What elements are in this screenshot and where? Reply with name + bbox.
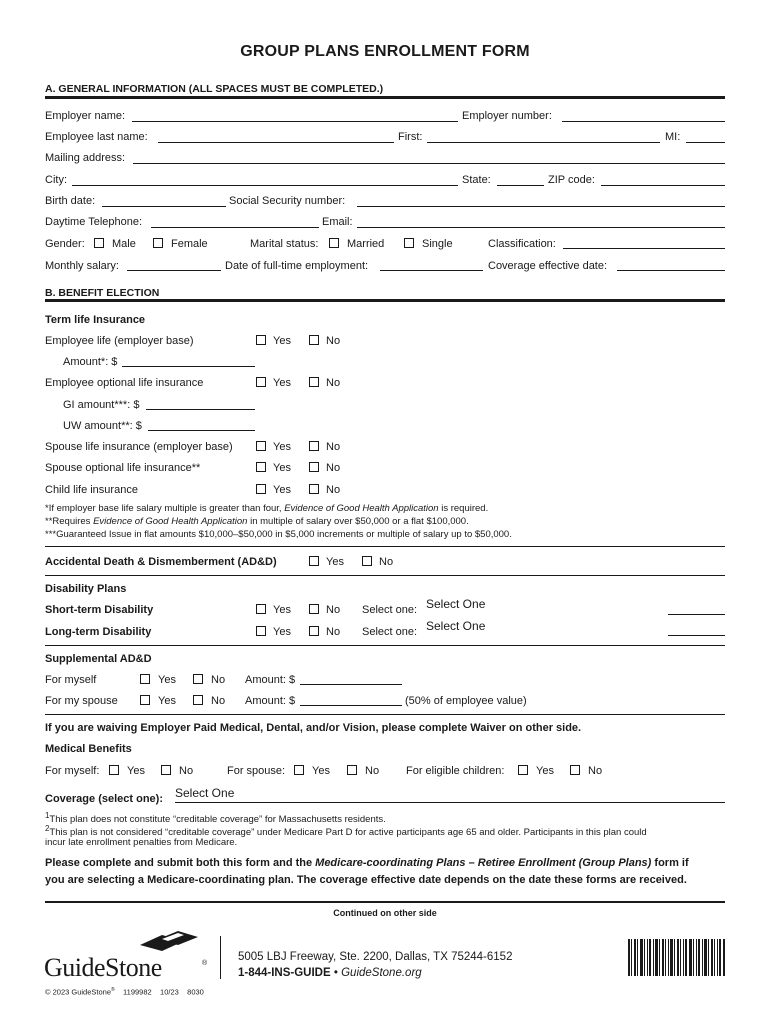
no-label: No (326, 335, 341, 347)
yes-label: Yes (127, 765, 145, 777)
classification-field[interactable] (563, 248, 725, 249)
yes-label: Yes (158, 695, 176, 707)
zip-field[interactable] (601, 185, 725, 186)
spouse-life-no-checkbox[interactable] (309, 441, 319, 451)
yes-label: Yes (273, 626, 291, 638)
state-label: State: (462, 174, 491, 186)
no-label: No (326, 462, 341, 474)
yes-label: Yes (273, 462, 291, 474)
add-no-checkbox[interactable] (362, 556, 372, 566)
married-label: Married (347, 238, 385, 250)
long-term-select-line (668, 635, 725, 636)
supp-spouse-yes-checkbox[interactable] (140, 695, 150, 705)
term-life-heading: Term life Insurance (45, 314, 146, 326)
note-3: ***Guaranteed Issue in flat amounts $10,000–$50,000 in $5,000 increments or multiple of salary up to $50,000. (45, 529, 512, 540)
long-term-label: Long-term Disability (45, 626, 152, 638)
no-label: No (365, 765, 380, 777)
mi-field[interactable] (686, 142, 725, 143)
select-one-label: Select one: (362, 626, 418, 638)
yes-label: Yes (536, 765, 554, 777)
supp-myself-label: For myself (45, 674, 97, 686)
short-term-yes-checkbox[interactable] (256, 604, 266, 614)
monthly-salary-field[interactable] (127, 270, 221, 271)
phone-label: Daytime Telephone: (45, 216, 143, 228)
guidestone-wordmark: GuideStone (44, 953, 162, 982)
footer-copyright: © 2023 GuideStone® 1199982 10/23 8030 (45, 987, 204, 997)
yes-label: Yes (158, 674, 176, 686)
note-1: *If employer base life salary multiple is greater than four, Evidence of Good Health Application is required. (45, 503, 489, 514)
female-label: Female (171, 238, 208, 250)
yes-label: Yes (273, 484, 291, 496)
mailing-address-field[interactable] (133, 163, 725, 164)
med-myself-label: For myself: (45, 765, 100, 777)
yes-label: Yes (273, 377, 291, 389)
short-term-label: Short-term Disability (45, 604, 154, 616)
guidestone-logo-icon (138, 931, 200, 953)
coverage-effective-label: Coverage effective date: (488, 260, 608, 272)
divider (45, 546, 725, 547)
married-checkbox[interactable] (329, 238, 339, 248)
submit-note-cont: you are selecting a Medicare-coordinating plan. The coverage effective date depends on the date these forms are received. (45, 874, 687, 886)
footer-contact: 1-844-INS-GUIDE • GuideStone.org (238, 967, 422, 979)
med-myself-no-checkbox[interactable] (161, 765, 171, 775)
yes-label: Yes (273, 604, 291, 616)
uw-amount-label: UW amount**: $ (63, 420, 142, 432)
yes-label: Yes (326, 556, 344, 568)
no-label: No (326, 484, 341, 496)
divider (220, 936, 221, 979)
phone-field[interactable] (151, 227, 319, 228)
divider (45, 714, 725, 715)
med-children-no-checkbox[interactable] (570, 765, 580, 775)
last-name-label: Employee last name: (45, 131, 148, 143)
email-label: Email: (322, 216, 353, 228)
continued-note: Continued on other side (333, 908, 437, 918)
single-checkbox[interactable] (404, 238, 414, 248)
child-life-yes-checkbox[interactable] (256, 484, 266, 494)
no-label: No (211, 695, 226, 707)
child-life-label: Child life insurance (45, 484, 138, 496)
spouse-optional-label: Spouse optional life insurance** (45, 462, 201, 474)
female-checkbox[interactable] (153, 238, 163, 248)
first-name-label: First: (398, 131, 423, 143)
note-2: **Requires Evidence of Good Health Application in multiple of salary over $50,000 or a flat $100,000. (45, 516, 469, 527)
med-spouse-label: For spouse: (227, 765, 286, 777)
coverage-select-label: Coverage (select one): (45, 793, 163, 805)
footnote-2-cont: incur late enrollment penalties from Medicare. (45, 837, 238, 848)
divider (45, 299, 725, 302)
footnote-1: $^1$This plan does not constitute “creditable coverage” for Massachusetts residents. (45, 811, 386, 826)
select-one-label: Select one: (362, 604, 418, 616)
mi-label: MI: (665, 131, 681, 143)
submit-note: Please complete and submit both this form and the Medicare-coordinating Plans – Retiree Enrollment (Group Plans) form if (45, 857, 689, 869)
employer-name-label: Employer name: (45, 110, 126, 122)
coverage-select-line (175, 802, 725, 803)
single-label: Single (422, 238, 453, 250)
short-term-no-checkbox[interactable] (309, 604, 319, 614)
ssn-field[interactable] (357, 206, 725, 207)
amount-field[interactable] (122, 366, 255, 367)
long-term-yes-checkbox[interactable] (256, 626, 266, 636)
yes-label: Yes (273, 335, 291, 347)
med-myself-yes-checkbox[interactable] (109, 765, 119, 775)
email-field[interactable] (357, 227, 725, 228)
section-b-heading: B. BENEFIT ELECTION (45, 287, 160, 299)
classification-label: Classification: (488, 238, 556, 250)
no-label: No (179, 765, 194, 777)
gi-amount-field[interactable] (146, 409, 255, 410)
spouse-optional-yes-checkbox[interactable] (256, 462, 266, 472)
supp-myself-yes-checkbox[interactable] (140, 674, 150, 684)
gender-label: Gender: (45, 238, 85, 250)
supp-myself-no-checkbox[interactable] (193, 674, 203, 684)
employer-number-label: Employer number: (462, 110, 552, 122)
employee-life-label: Employee life (employer base) (45, 335, 194, 347)
male-checkbox[interactable] (94, 238, 104, 248)
employee-life-no-checkbox[interactable] (309, 335, 319, 345)
divider (45, 575, 725, 576)
yes-label: Yes (312, 765, 330, 777)
ssn-label: Social Security number: (229, 195, 346, 207)
medical-benefits-heading: Medical Benefits (45, 743, 132, 755)
male-label: Male (112, 238, 136, 250)
no-label: No (588, 765, 603, 777)
no-label: No (379, 556, 394, 568)
marital-status-label: Marital status: (250, 238, 319, 250)
mailing-address-label: Mailing address: (45, 152, 126, 164)
employee-optional-label: Employee optional life insurance (45, 377, 204, 389)
supp-myself-amount-field[interactable] (300, 684, 402, 685)
employee-life-yes-checkbox[interactable] (256, 335, 266, 345)
date-fulltime-label: Date of full-time employment: (225, 260, 369, 272)
spouse-optional-no-checkbox[interactable] (309, 462, 319, 472)
no-label: No (326, 377, 341, 389)
footnote-2: $^2$This plan is not considered “creditable coverage” under Medicare Part D for active participants age 65 and older. Participants in this plan could (45, 824, 647, 839)
uw-amount-field[interactable] (148, 430, 255, 431)
monthly-salary-label: Monthly salary: (45, 260, 119, 272)
short-term-select-line (668, 614, 725, 615)
add-yes-checkbox[interactable] (309, 556, 319, 566)
employee-optional-no-checkbox[interactable] (309, 377, 319, 387)
section-a-heading: A. GENERAL INFORMATION (ALL SPACES MUST BE COMPLETED.) (45, 83, 384, 95)
spouse-life-yes-checkbox[interactable] (256, 441, 266, 451)
supp-spouse-no-checkbox[interactable] (193, 695, 203, 705)
divider (45, 96, 725, 99)
last-name-field[interactable] (158, 142, 394, 143)
employer-name-field[interactable] (132, 121, 458, 122)
employer-number-field[interactable] (562, 121, 725, 122)
no-label: No (326, 626, 341, 638)
long-term-no-checkbox[interactable] (309, 626, 319, 636)
add-label: Accidental Death & Dismemberment (AD&D) (45, 556, 277, 568)
yes-label: Yes (273, 441, 291, 453)
divider (45, 645, 725, 646)
no-label: No (211, 674, 226, 686)
supp-myself-amount-label: Amount: $ (245, 674, 296, 686)
footer-address: 5005 LBJ Freeway, Ste. 2200, Dallas, TX 75244-6152 (238, 951, 513, 963)
page-title: GROUP PLANS ENROLLMENT FORM (240, 43, 530, 60)
no-label: No (326, 441, 341, 453)
disability-heading: Disability Plans (45, 583, 127, 595)
long-term-select[interactable]: Select One (426, 619, 486, 633)
supp-spouse-label: For my spouse (45, 695, 118, 707)
med-children-yes-checkbox[interactable] (518, 765, 528, 775)
city-label: City: (45, 174, 67, 186)
waiver-note: If you are waiving Employer Paid Medical, Dental, and/or Vision, please complete Waiver on other side. (45, 722, 582, 734)
supp-spouse-amount-label: Amount: $ (245, 695, 296, 707)
coverage-effective-field[interactable] (617, 270, 725, 271)
birth-date-field[interactable] (102, 206, 226, 207)
city-field[interactable] (72, 185, 458, 186)
employee-optional-yes-checkbox[interactable] (256, 377, 266, 387)
birth-date-label: Birth date: (45, 195, 96, 207)
med-children-label: For eligible children: (406, 765, 505, 777)
med-spouse-no-checkbox[interactable] (347, 765, 357, 775)
coverage-select[interactable]: Select One (175, 786, 235, 800)
med-spouse-yes-checkbox[interactable] (294, 765, 304, 775)
supp-add-heading: Supplemental AD&D (45, 653, 152, 665)
zip-label: ZIP code: (548, 174, 595, 186)
fifty-pct-note: (50% of employee value) (405, 695, 527, 707)
registered-mark: ® (202, 960, 208, 967)
barcode-icon (628, 939, 725, 976)
first-name-field[interactable] (427, 142, 660, 143)
short-term-select[interactable]: Select One (426, 597, 486, 611)
gi-amount-label: GI amount***: $ (63, 399, 140, 411)
state-field[interactable] (497, 185, 544, 186)
spouse-life-label: Spouse life insurance (employer base) (45, 441, 233, 453)
amount-label: Amount*: $ (63, 356, 118, 368)
child-life-no-checkbox[interactable] (309, 484, 319, 494)
divider (45, 901, 725, 903)
no-label: No (326, 604, 341, 616)
supp-spouse-amount-field[interactable] (300, 705, 402, 706)
date-fulltime-field[interactable] (380, 270, 483, 271)
